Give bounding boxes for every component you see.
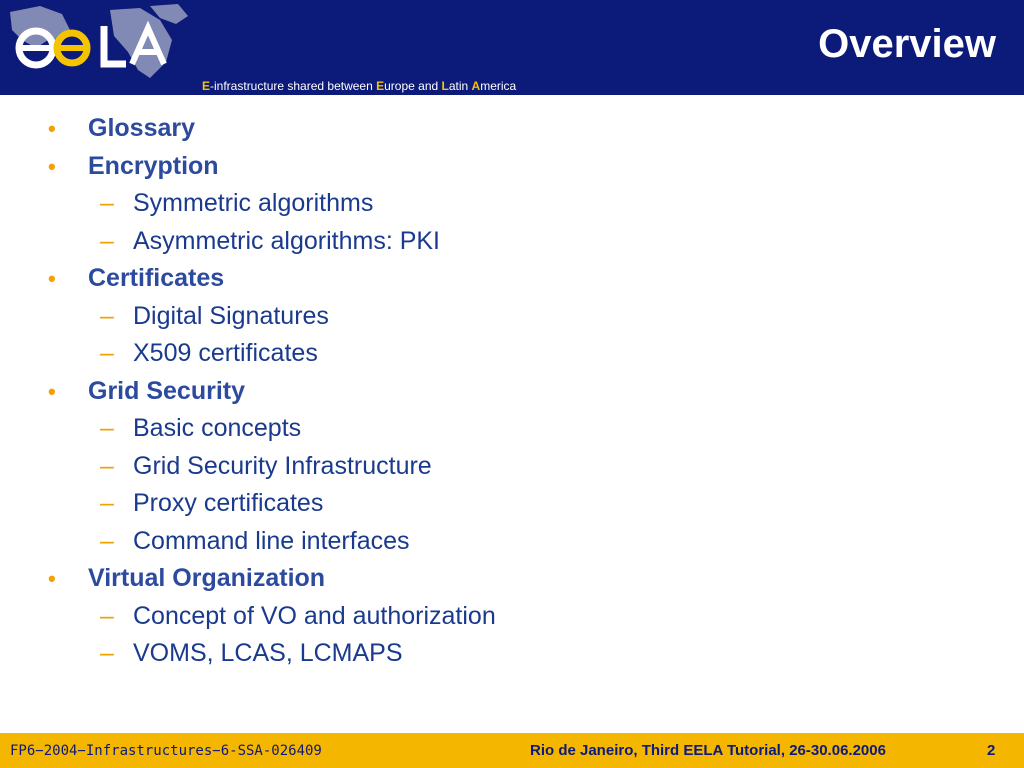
outline-subitem: [48, 523, 988, 561]
outline-subitem-text: Command line interfaces: [133, 526, 410, 555]
tagline-segment: E: [376, 79, 385, 93]
slide-header: [0, 0, 1024, 95]
tagline-segment: L: [441, 79, 449, 93]
outline-subitem-text: X509 certificates: [133, 339, 318, 367]
bullet-icon: •: [48, 266, 56, 291]
slide-footer: [0, 733, 1024, 768]
outline-list: [48, 110, 988, 673]
outline-subitem-text: Asymmetric algorithms: PKI: [133, 226, 441, 255]
outline-subitem: [48, 635, 988, 673]
outline-subitem: [48, 298, 988, 336]
dash-icon: –: [100, 601, 114, 630]
tagline-segment: E: [202, 79, 211, 93]
bullet-icon: •: [48, 566, 56, 591]
tagline-segment: -infrastructure shared between: [210, 79, 377, 93]
outline-subitem-text: VOMS, LCAS, LCMAPS: [133, 639, 403, 667]
outline-subitem-text: Grid Security Infrastructure: [133, 451, 432, 480]
outline-item: [48, 148, 988, 186]
event-info: Rio de Janeiro, Third EELA Tutorial, 26-30.06.2006: [530, 742, 886, 759]
outline-item-text: Virtual Organization: [88, 564, 326, 592]
outline-subitem-text: Proxy certificates: [133, 489, 324, 517]
outline-item-text: Glossary: [88, 114, 196, 142]
outline-item: [48, 110, 988, 148]
outline-subitem: [48, 448, 988, 486]
outline-item-text: Grid Security: [88, 376, 245, 405]
outline-subitem: [48, 185, 988, 223]
dash-icon: –: [100, 489, 114, 517]
outline-subitem-text: Concept of VO and authorization: [133, 601, 496, 630]
dash-icon: –: [100, 451, 114, 480]
slide-title: Overview: [818, 22, 996, 66]
outline-subitem: [48, 335, 988, 373]
outline-item-text: Encryption: [88, 151, 219, 180]
outline-subitem-text: Basic concepts: [133, 414, 302, 442]
dash-icon: –: [100, 414, 114, 442]
tagline-segment: merica: [480, 79, 517, 93]
outline-subitem: [48, 485, 988, 523]
outline-subitem: [48, 410, 988, 448]
tagline: [202, 79, 516, 93]
dash-icon: –: [100, 226, 114, 255]
dash-icon: –: [100, 189, 114, 217]
dash-icon: –: [100, 339, 114, 367]
outline-subitem: [48, 223, 988, 261]
bullet-icon: •: [48, 153, 56, 179]
dash-icon: –: [100, 639, 114, 667]
tagline-segment: atin: [448, 79, 472, 93]
project-code: FP6−2004−Infrastructures−6-SSA-026409: [10, 743, 322, 759]
tagline-segment: urope and: [384, 79, 442, 93]
outline-subitem-text: Symmetric algorithms: [133, 189, 374, 217]
tagline-segment: A: [471, 79, 481, 93]
dash-icon: –: [100, 526, 114, 555]
outline-subitem: [48, 598, 988, 636]
dash-icon: –: [100, 301, 114, 330]
outline-item-text: Certificates: [88, 264, 225, 292]
outline-item: [48, 373, 988, 411]
bullet-icon: •: [48, 378, 56, 404]
page-number: 2: [987, 742, 996, 759]
outline-subitem-text: Digital Signatures: [133, 301, 329, 330]
eela-logo: [0, 0, 200, 95]
outline-item: [48, 560, 988, 598]
bullet-icon: •: [48, 116, 56, 141]
outline-item: [48, 260, 988, 298]
